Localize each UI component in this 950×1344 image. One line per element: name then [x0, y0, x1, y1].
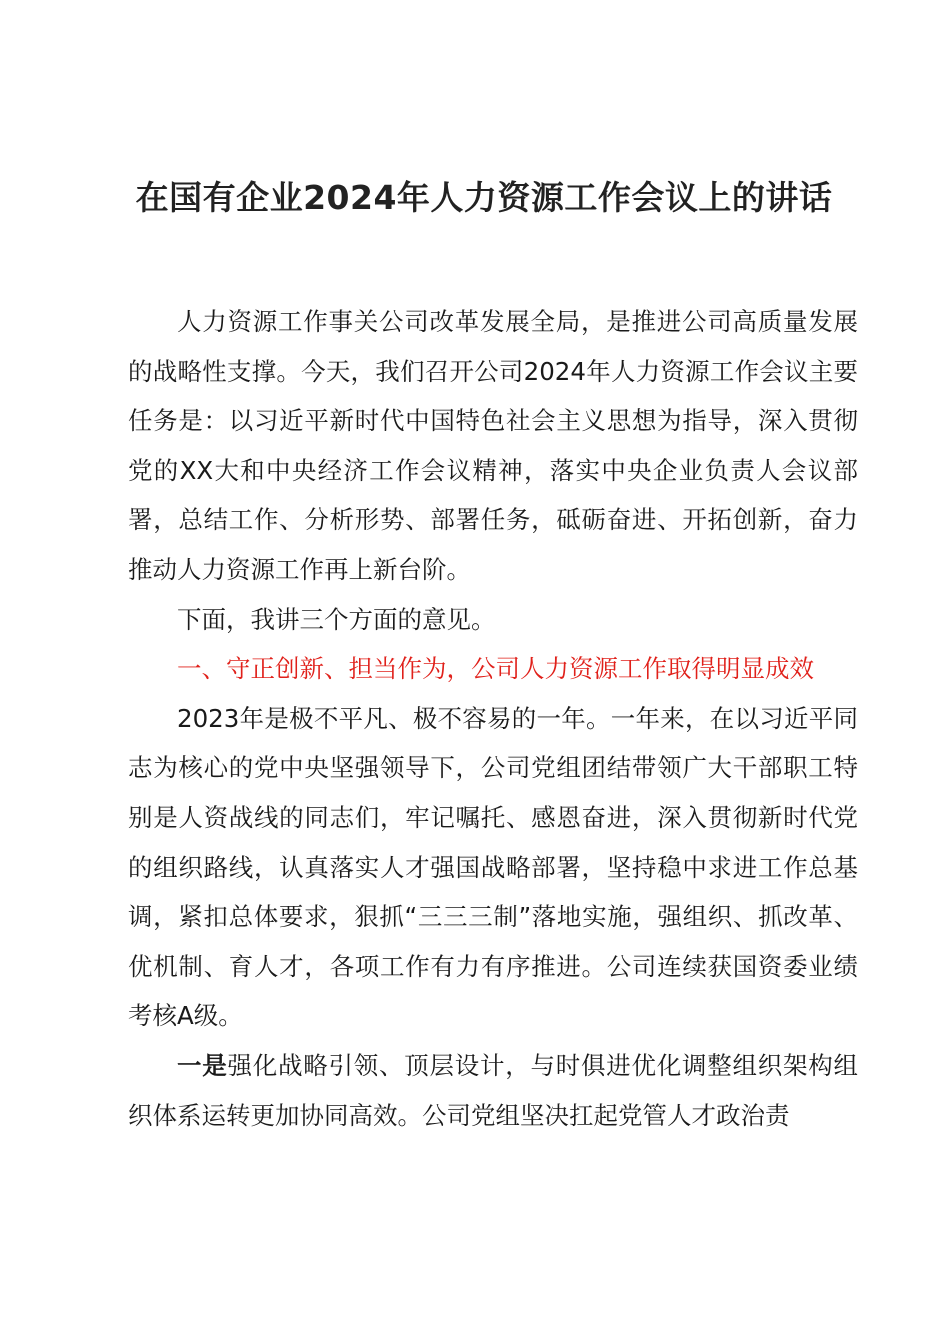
document-title: 在国有企业2024年人力资源工作会议上的讲话 — [135, 178, 833, 217]
section-heading-1: 一、守正创新、担当作为，公司人力资源工作取得明显成效 — [177, 654, 814, 684]
point-one-lead: 一是 — [177, 1050, 228, 1080]
paragraph-2023-review: 2023年是极不平凡、极不容易的一年。一年来，在以习近平同志为核心的党中央坚强领导下，公司党组团结带领广大干部职工特别是人资战线的同志们，牢记嘱托、感恩奋进，深入贯彻新时代党的组织路线，认真落实人才强国战略部署，坚持稳中求进工作总基调，紧扣总体要求，狠抓“三三三制”落地实施，强组织、抓改革、优机制、育人才，各项工作有力有序推进。公司连续获国资委业绩考核A级。 — [128, 703, 858, 1031]
paragraph-outline: 下面，我讲三个方面的意见。 — [177, 604, 496, 634]
document-body — [128, 297, 858, 1140]
point-one-text: 强化战略引领、顶层设计，与时俱进优化调整组织架构组织体系运转更加协同高效。公司党组坚决扛起党管人才政治责 — [128, 1050, 858, 1130]
paragraph-point-one — [128, 1041, 858, 1140]
paragraph-intro: 人力资源工作事关公司改革发展全局，是推进公司高质量发展的战略性支撑。今天，我们召开公司2024年人力资源工作会议主要任务是：以习近平新时代中国特色社会主义思想为指导，深入贯彻党的XX大和中央经济工作会议精神，落实中央企业负责人会议部署，总结工作、分析形势、部署任务，砥砺奋进、开拓创新，奋力推动人力资源工作再上新台阶。 — [128, 307, 858, 584]
